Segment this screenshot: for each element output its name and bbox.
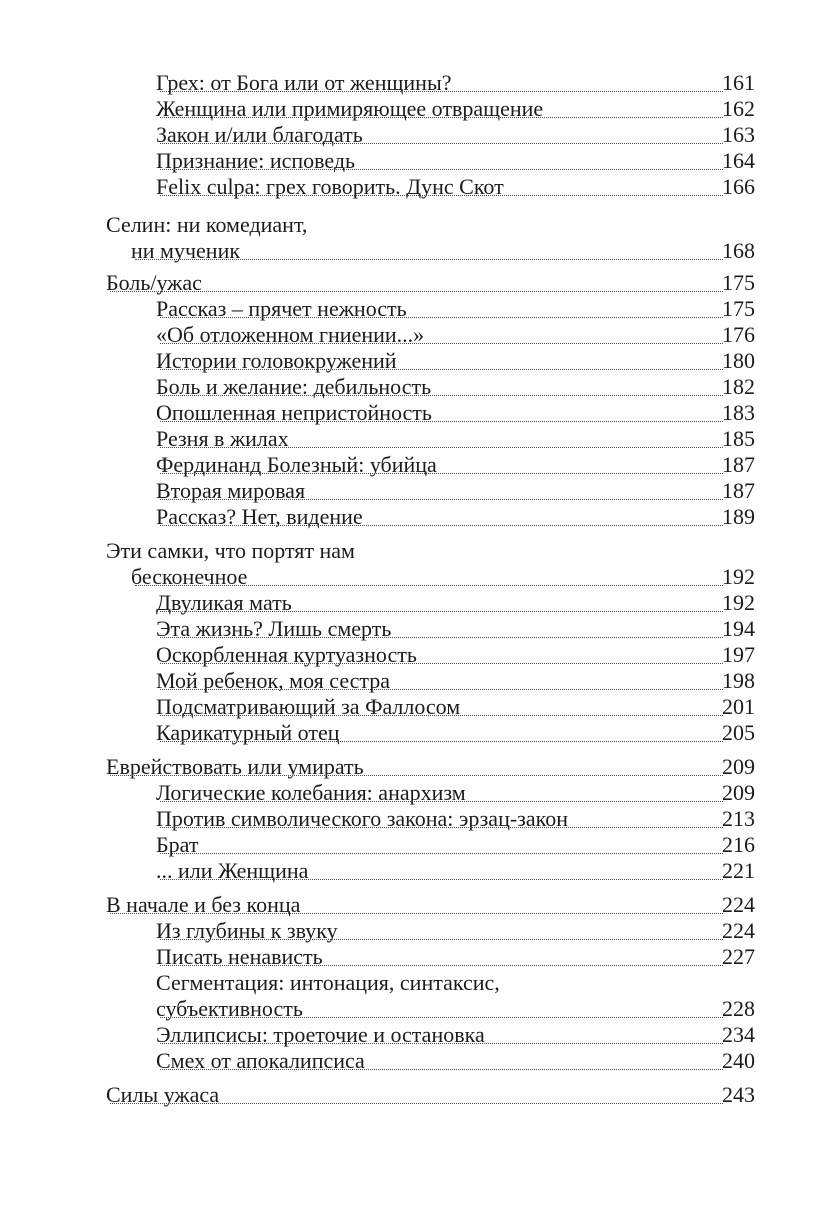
toc-leader-dots <box>110 1082 723 1104</box>
toc-entry-title: субъективность <box>156 996 303 1021</box>
toc-entry-page: 176 <box>722 322 755 347</box>
toc-leader-dots <box>135 564 723 586</box>
toc-leader-dots <box>160 122 723 144</box>
toc-entry <box>0 452 833 478</box>
toc-entry <box>0 238 833 264</box>
toc-leader-dots <box>160 96 723 118</box>
toc-entry-title: Оскорбленная куртуазность <box>156 642 417 667</box>
toc-entry-page: 240 <box>722 1048 755 1073</box>
toc-entry-page: 192 <box>722 564 755 589</box>
toc-entry <box>0 400 833 426</box>
toc-entry-page: 168 <box>722 238 755 263</box>
toc-entry-page: 163 <box>722 122 755 147</box>
toc-leader-dots <box>160 616 723 638</box>
toc-leader-dots <box>160 944 723 966</box>
toc-entry-page: 183 <box>722 400 755 425</box>
toc-entry-title: Эллипсисы: троеточие и остановка <box>156 1022 485 1047</box>
toc-leader-dots <box>160 504 723 526</box>
toc-chapter-title: Силы ужаса <box>106 1082 220 1107</box>
toc-entry-title: Логические колебания: анархизм <box>156 780 466 805</box>
toc-entry-page: 216 <box>722 832 755 857</box>
toc-leader-dots <box>160 832 723 854</box>
toc-entry <box>0 720 833 746</box>
toc-leader-dots <box>160 590 723 612</box>
toc-entry-title: Истории головокружений <box>156 348 397 373</box>
toc-leader-dots <box>160 296 723 318</box>
toc-entry-title: Эта жизнь? Лишь смерть <box>156 616 392 641</box>
toc-entry <box>0 1048 833 1074</box>
toc-entry <box>0 616 833 642</box>
toc-leader-dots <box>160 780 723 802</box>
toc-leader-dots <box>160 322 723 344</box>
toc-leader-dots <box>160 148 723 170</box>
toc-entry <box>0 348 833 374</box>
toc-entry-title: Против символического закона: эрзац-закон <box>156 806 568 831</box>
toc-entry-page: 224 <box>722 892 755 917</box>
toc-entry-page: 180 <box>722 348 755 373</box>
toc-leader-dots <box>110 754 723 776</box>
toc-entry <box>0 944 833 970</box>
toc-entry-title: Закон и/или благодать <box>156 122 363 147</box>
toc-leader-dots <box>160 452 723 474</box>
toc-chapter-title: Боль/ужас <box>106 270 202 295</box>
toc-entry-title: Рассказ – прячет нежность <box>156 296 407 321</box>
toc-entry-page: 189 <box>722 504 755 529</box>
toc-leader-dots <box>160 1022 723 1044</box>
toc-leader-dots <box>160 400 723 422</box>
toc-chapter-heading <box>0 538 833 564</box>
toc-entry <box>0 374 833 400</box>
toc-entry-heading <box>0 970 833 996</box>
toc-entry <box>0 832 833 858</box>
toc-entry-title: Felix culpa: грех говорить. Дунс Скот <box>156 174 504 199</box>
toc-entry-page: 187 <box>722 478 755 503</box>
toc-entry-page: 234 <box>722 1022 755 1047</box>
toc-leader-dots <box>160 642 723 664</box>
toc-entry-title: Брат <box>156 832 199 857</box>
toc-entry-title: Опошленная непристойность <box>156 400 432 425</box>
toc-leader-dots <box>160 374 723 396</box>
toc-entry-page: 187 <box>722 452 755 477</box>
toc-entry <box>0 296 833 322</box>
toc-entry-page: 175 <box>722 270 755 295</box>
toc-entry-title: Сегментация: интонация, синтаксис, <box>156 970 500 995</box>
toc-chapter-title: Еврействовать или умирать <box>106 754 364 779</box>
toc-entry-page: 175 <box>722 296 755 321</box>
toc-entry <box>0 122 833 148</box>
toc-entry-page: 164 <box>722 148 755 173</box>
toc-entry-page: 166 <box>722 174 755 199</box>
toc-entry <box>0 564 833 590</box>
toc-entry <box>0 780 833 806</box>
toc-entry-title: Мой ребенок, моя сестра <box>156 668 391 693</box>
toc-entry <box>0 668 833 694</box>
toc-entry <box>0 642 833 668</box>
toc-entry-page: 213 <box>722 806 755 831</box>
toc-entry <box>0 918 833 944</box>
toc-entry <box>0 590 833 616</box>
toc-leader-dots <box>160 1048 723 1070</box>
toc-entry-page: 227 <box>722 944 755 969</box>
toc-entry-page: 161 <box>722 70 755 95</box>
toc-entry-title: «Об отложенном гниении...» <box>156 322 425 347</box>
toc-chapter <box>0 1082 833 1108</box>
toc-entry-title: Женщина или примиряющее отвращение <box>156 96 544 121</box>
toc-entry-page: 197 <box>722 642 755 667</box>
toc-entry-title: Фердинанд Болезный: убийца <box>156 452 437 477</box>
toc-entry-title: ни мученик <box>131 238 241 263</box>
toc-entry <box>0 174 833 200</box>
toc-chapter <box>0 892 833 918</box>
toc-entry <box>0 322 833 348</box>
toc-entry-title: Рассказ? Нет, видение <box>156 504 363 529</box>
toc-entry <box>0 858 833 884</box>
toc-leader-dots <box>160 478 723 500</box>
toc-entry-title: бесконечное <box>131 564 248 589</box>
toc-leader-dots <box>160 858 723 880</box>
toc-entry-title: Подсматривающий за Фаллосом <box>156 694 461 719</box>
toc-chapter-title: Эти самки, что портят нам <box>106 538 355 563</box>
toc-entry-title: Двуликая мать <box>156 590 292 615</box>
toc-leader-dots <box>160 668 723 690</box>
toc-entry-title: Признание: исповедь <box>156 148 356 173</box>
toc-entry-page: 209 <box>722 754 755 779</box>
toc-entry-page: 198 <box>722 668 755 693</box>
toc-chapter <box>0 270 833 296</box>
toc-chapter <box>0 754 833 780</box>
toc-entry-page: 185 <box>722 426 755 451</box>
toc-entry-page: 224 <box>722 918 755 943</box>
toc-chapter-title: Селин: ни комедиант, <box>106 212 308 237</box>
toc-entry <box>0 96 833 122</box>
toc-entry-title: Вторая мировая <box>156 478 306 503</box>
toc-entry <box>0 478 833 504</box>
toc-entry <box>0 426 833 452</box>
toc-entry <box>0 70 833 96</box>
toc-leader-dots <box>160 70 723 92</box>
toc-entry <box>0 1022 833 1048</box>
toc-chapter-heading <box>0 212 833 238</box>
toc-entry-page: 221 <box>722 858 755 883</box>
toc-entry-title: Из глубины к звуку <box>156 918 338 943</box>
toc-entry-title: Боль и желание: дебильность <box>156 374 432 399</box>
toc-entry <box>0 996 833 1022</box>
toc-entry-page: 243 <box>722 1082 755 1107</box>
toc-entry <box>0 148 833 174</box>
toc-leader-dots <box>160 174 723 196</box>
toc-entry <box>0 694 833 720</box>
toc-leader-dots <box>135 238 723 260</box>
toc-entry-title: Карикатурный отец <box>156 720 340 745</box>
toc-chapter-title: В начале и без конца <box>106 892 301 917</box>
toc-entry-page: 192 <box>722 590 755 615</box>
toc-leader-dots <box>110 892 723 914</box>
toc-entry-page: 209 <box>722 780 755 805</box>
toc-leader-dots <box>160 720 723 742</box>
toc-leader-dots <box>160 918 723 940</box>
toc-entry-page: 194 <box>722 616 755 641</box>
toc-entry-page: 201 <box>722 694 755 719</box>
toc-entry <box>0 806 833 832</box>
toc-entry-title: Грех: от Бога или от женщины? <box>156 70 452 95</box>
toc-entry-page: 228 <box>722 996 755 1021</box>
toc-entry-title: ... или Женщина <box>156 858 309 883</box>
toc-leader-dots <box>110 270 723 292</box>
toc-entry-title: Смех от апокалипсиса <box>156 1048 365 1073</box>
toc-leader-dots <box>160 348 723 370</box>
toc-leader-dots <box>160 806 723 828</box>
toc-entry-page: 205 <box>722 720 755 745</box>
toc-entry-page: 162 <box>722 96 755 121</box>
toc-entry <box>0 504 833 530</box>
toc-entry-title: Резня в жилах <box>156 426 289 451</box>
toc-leader-dots <box>160 996 723 1018</box>
toc-leader-dots <box>160 694 723 716</box>
toc-entry-title: Писать ненависть <box>156 944 323 969</box>
toc-entry-page: 182 <box>722 374 755 399</box>
toc-leader-dots <box>160 426 723 448</box>
